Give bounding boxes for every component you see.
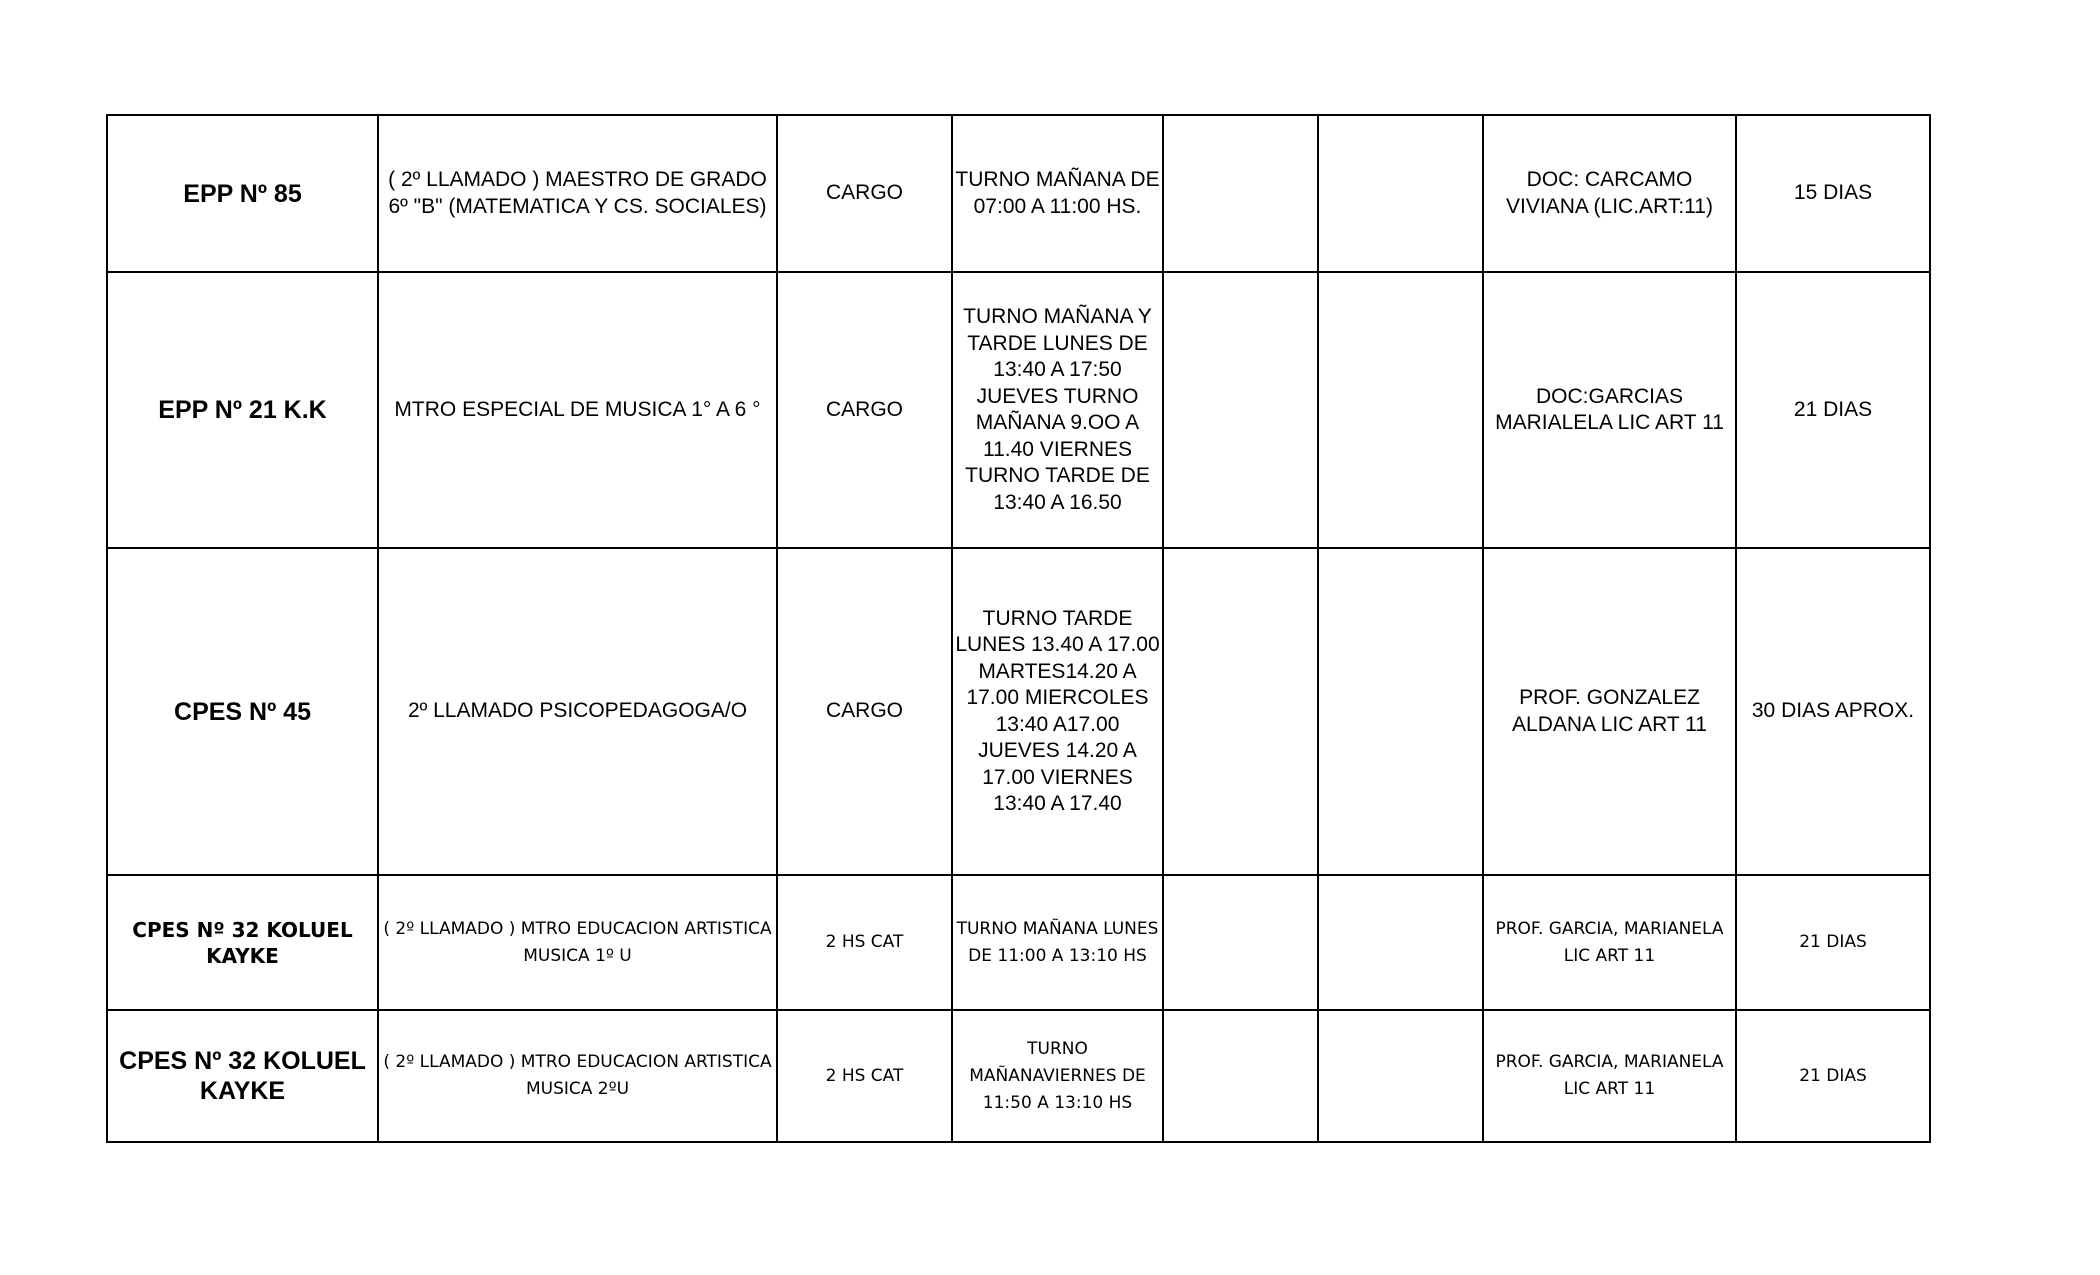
empty-cell	[1318, 272, 1483, 548]
schedule-cell: TURNO MAÑANA DE 07:00 A 11:00 HS.	[952, 115, 1163, 272]
type-cell: CARGO	[777, 272, 952, 548]
table-row	[107, 548, 1930, 875]
empty-cell	[1163, 115, 1318, 272]
school-cell: CPES Nº 32 KOLUEL KAYKE	[107, 1010, 378, 1142]
teacher-cell: PROF. GARCIA, MARIANELA LIC ART 11	[1483, 875, 1736, 1010]
type-cell: CARGO	[777, 115, 952, 272]
school-cell: CPES Nº 32 KOLUEL KAYKE	[107, 875, 378, 1010]
duration-cell: 21 DIAS	[1736, 875, 1930, 1010]
teacher-cell: PROF. GONZALEZ ALDANA LIC ART 11	[1483, 548, 1736, 875]
type-cell: 2 HS CAT	[777, 1010, 952, 1142]
empty-cell	[1163, 548, 1318, 875]
table-row	[107, 272, 1930, 548]
vacancies-table	[106, 114, 1931, 1143]
schedule-cell: TURNO TARDE LUNES 13.40 A 17.00 MARTES14.20 A 17.00 MIERCOLES 13:40 A17.00 JUEVES 14.20 A 17.00 VIERNES 13:40 A 17.40	[952, 548, 1163, 875]
duration-cell: 30 DIAS APROX.	[1736, 548, 1930, 875]
empty-cell	[1163, 875, 1318, 1010]
teacher-cell: DOC:GARCIAS MARIALELA LIC ART 11	[1483, 272, 1736, 548]
school-cell: CPES Nº 45	[107, 548, 378, 875]
position-cell: ( 2º LLAMADO ) MAESTRO DE GRADO 6º "B" (MATEMATICA Y CS. SOCIALES)	[378, 115, 777, 272]
table-row	[107, 875, 1930, 1010]
duration-cell: 21 DIAS	[1736, 272, 1930, 548]
type-cell: 2 HS CAT	[777, 875, 952, 1010]
empty-cell	[1163, 1010, 1318, 1142]
table-row	[107, 115, 1930, 272]
empty-cell	[1318, 875, 1483, 1010]
teacher-cell: DOC: CARCAMO VIVIANA (LIC.ART:11)	[1483, 115, 1736, 272]
duration-cell: 15 DIAS	[1736, 115, 1930, 272]
position-cell: MTRO ESPECIAL DE MUSICA 1° A 6 °	[378, 272, 777, 548]
teacher-cell: PROF. GARCIA, MARIANELA LIC ART 11	[1483, 1010, 1736, 1142]
schedule-cell: TURNO MAÑANA LUNES DE 11:00 A 13:10 HS	[952, 875, 1163, 1010]
empty-cell	[1318, 115, 1483, 272]
school-cell: EPP Nº 21 K.K	[107, 272, 378, 548]
empty-cell	[1163, 272, 1318, 548]
schedule-cell: TURNO MAÑANA Y TARDE LUNES DE 13:40 A 17:50 JUEVES TURNO MAÑANA 9.OO A 11.40 VIERNES TURNO TARDE DE 13:40 A 16.50	[952, 272, 1163, 548]
empty-cell	[1318, 1010, 1483, 1142]
position-cell: ( 2º LLAMADO ) MTRO EDUCACION ARTISTICA MUSICA 1º U	[378, 875, 777, 1010]
position-cell: 2º LLAMADO PSICOPEDAGOGA/O	[378, 548, 777, 875]
type-cell: CARGO	[777, 548, 952, 875]
position-cell: ( 2º LLAMADO ) MTRO EDUCACION ARTISTICA MUSICA 2ºU	[378, 1010, 777, 1142]
schedule-cell: TURNO MAÑANAVIERNES DE 11:50 A 13:10 HS	[952, 1010, 1163, 1142]
empty-cell	[1318, 548, 1483, 875]
table-row	[107, 1010, 1930, 1142]
school-cell: EPP Nº 85	[107, 115, 378, 272]
duration-cell: 21 DIAS	[1736, 1010, 1930, 1142]
